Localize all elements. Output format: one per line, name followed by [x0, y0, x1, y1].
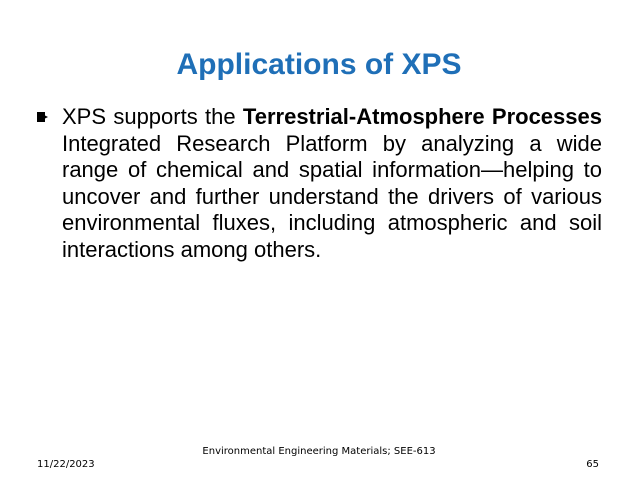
- bullet-text: [62, 104, 602, 263]
- square-bullet-icon: [37, 108, 51, 126]
- footer-date: 11/22/2023: [37, 459, 95, 470]
- bullet-text-part2: Integrated Research Platform by analyzing a wide range of chemical and spatial information—helping to uncover and further understand the drivers of various environmental fluxes, including atmospheric and soil interactions among others.: [62, 130, 602, 262]
- bullet-text-bold: Terrestrial-Atmosphere Processes: [242, 104, 602, 129]
- slide-title: Applications of XPS: [176, 48, 462, 81]
- bullet-text-part1: XPS supports the: [62, 104, 243, 129]
- bullet-item: [37, 104, 602, 263]
- footer-course: Environmental Engineering Materials; SEE-613: [202, 446, 436, 457]
- page-number: 65: [586, 459, 599, 470]
